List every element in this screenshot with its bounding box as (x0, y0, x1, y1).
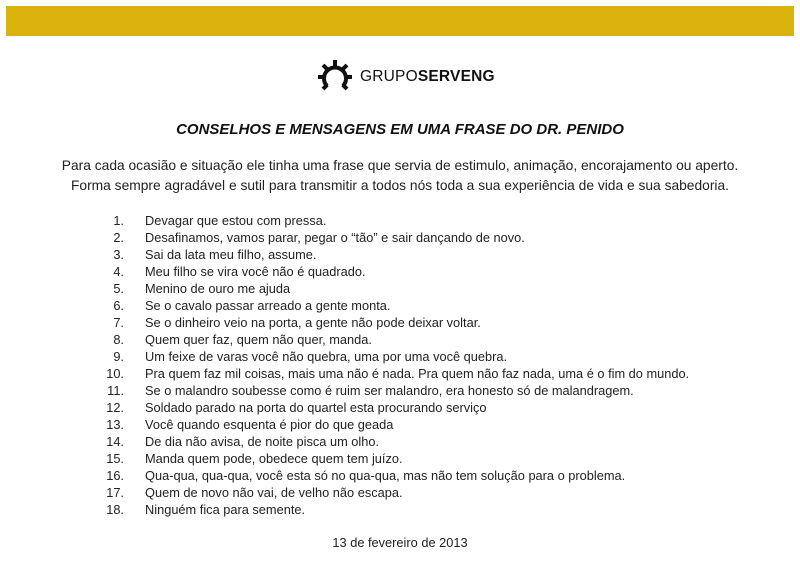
item-text: De dia não avisa, de noite pisca um olho. (145, 434, 380, 449)
item-number: 16. (106, 468, 124, 483)
item-number: 10. (106, 366, 124, 381)
list-item (100, 484, 689, 501)
item-text: Se o malandro soubesse como é ruim ser malandro, era honesto só de malandragem. (145, 383, 634, 398)
intro-line-2: Forma sempre agradável e sutil para transmitir a todos nós toda a sua experiência de vida e sua sabedoria. (70, 178, 729, 193)
list-item (100, 433, 689, 450)
item-text: Você quando esquenta é pior do que geada (145, 417, 394, 432)
brand-name-bold: SERVENG (417, 68, 495, 85)
brand-name (360, 68, 495, 86)
item-text: Se o cavalo passar arreado a gente monta. (145, 298, 391, 313)
item-number: 7. (113, 315, 124, 330)
list-item (100, 280, 689, 297)
item-number: 1. (113, 213, 124, 228)
item-number: 15. (106, 451, 124, 466)
list-item (100, 501, 689, 518)
item-text: Um feixe de varas você não quebra, uma por uma você quebra. (145, 349, 508, 364)
item-number: 13. (106, 417, 124, 432)
item-number: 9. (113, 349, 124, 364)
list-item (100, 263, 689, 280)
item-text: Sai da lata meu filho, assume. (145, 247, 317, 262)
item-text: Devagar que estou com pressa. (145, 213, 327, 228)
intro-paragraph (0, 156, 800, 196)
item-text: Qua-qua, qua-qua, você esta só no qua-qua, mas não tem solução para o problema. (145, 468, 626, 483)
item-number: 3. (113, 247, 124, 262)
item-number: 17. (106, 485, 124, 500)
list-item (100, 382, 689, 399)
item-number: 12. (106, 400, 124, 415)
brand-name-light: GRUPO (360, 68, 418, 85)
item-number: 8. (113, 332, 124, 347)
document-date: 13 de fevereiro de 2013 (332, 535, 468, 550)
list-item (100, 331, 689, 348)
intro-line-1: Para cada ocasião e situação ele tinha uma frase que servia de estimulo, animação, encorajamento ou aperto. (61, 158, 739, 173)
item-number: 6. (113, 298, 124, 313)
item-number: 4. (113, 264, 124, 279)
item-text: Meu filho se vira você não é quadrado. (145, 264, 366, 279)
list-item (100, 348, 689, 365)
item-number: 14. (106, 434, 124, 449)
item-text: Pra quem faz mil coisas, mais uma não é nada. Pra quem não faz nada, uma é o fim do mundo. (145, 366, 690, 381)
list-item (100, 246, 689, 263)
list-item (100, 450, 689, 467)
advice-list (100, 212, 689, 518)
list-item (100, 467, 689, 484)
item-number: 11. (107, 383, 124, 398)
list-item (100, 399, 689, 416)
item-text: Soldado parado na porta do quartel esta procurando serviço (145, 400, 487, 415)
page-title: CONSELHOS E MENSAGENS EM UMA FRASE DO DR. PENIDO (176, 121, 624, 138)
list-item (100, 416, 689, 433)
header-bar (6, 6, 794, 36)
brand-logo (318, 60, 495, 94)
list-item (100, 365, 689, 382)
list-item (100, 229, 689, 246)
item-number: 5. (113, 281, 124, 296)
list-item (100, 297, 689, 314)
item-number: 18. (106, 502, 124, 517)
item-number: 2. (113, 230, 124, 245)
item-text: Desafinamos, vamos parar, pegar o “tão” e sair dançando de novo. (145, 230, 525, 245)
item-text: Menino de ouro me ajuda (145, 281, 291, 296)
list-item (100, 212, 689, 229)
item-text: Quem quer faz, quem não quer, manda. (145, 332, 372, 347)
item-text: Se o dinheiro veio na porta, a gente não pode deixar voltar. (145, 315, 481, 330)
item-text: Manda quem pode, obedece quem tem juízo. (145, 451, 403, 466)
item-text: Quem de novo não vai, de velho não escapa. (145, 485, 403, 500)
gear-icon (318, 60, 352, 94)
item-text: Ninguém fica para semente. (145, 502, 306, 517)
list-item (100, 314, 689, 331)
